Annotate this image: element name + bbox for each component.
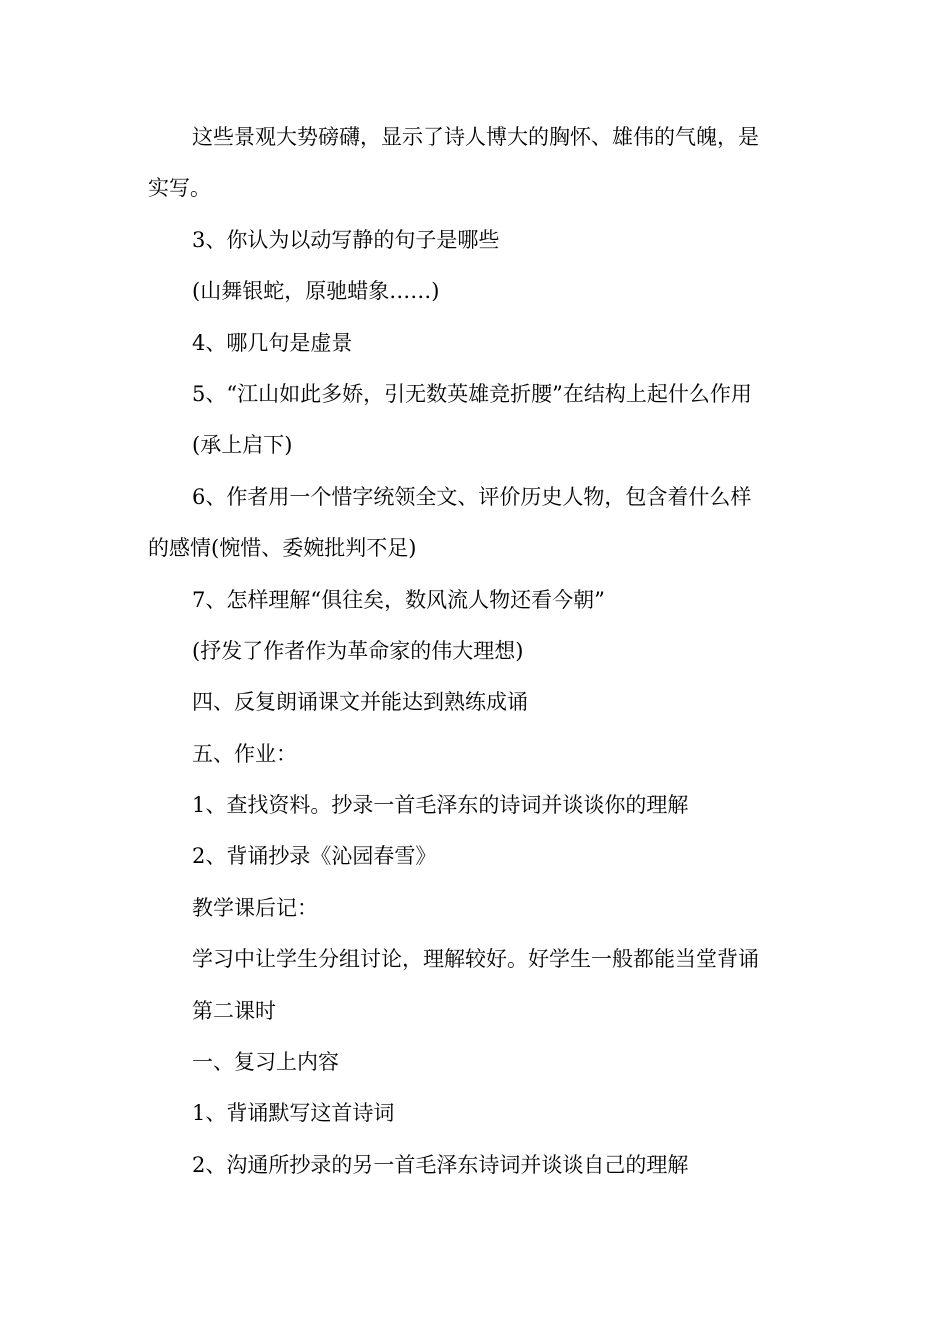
section-heading-line: 五、作业： [192,741,297,766]
paragraph-line: 7、怎样理解“俱往矣，数风流人物还看今朝” [192,587,605,612]
paragraph-line: (抒发了作者作为革命家的伟大理想) [192,638,524,663]
paragraph-line: 1、背诵默写这首诗词 [192,1101,395,1126]
paragraph-line: 5、“江山如此多娇，引无数英雄竞折腰”在结构上起什么作用 [192,381,752,406]
document-body [148,116,808,1195]
paragraph-line: 实写。 [148,176,211,201]
paragraph-line: 学习中让学生分组讨论，理解较好。好学生一般都能当堂背诵 [192,947,759,972]
paragraph-line: 的感情(惋惜、委婉批判不足) [148,536,417,561]
paragraph-line: 3、你认为以动写静的句子是哪些 [192,227,500,252]
section-heading-line: 一、复习上内容 [192,1050,339,1075]
paragraph-line: 2、背诵抄录《沁园春雪》 [192,844,437,869]
section-heading-line: 四、反复朗诵课文并能达到熟练成诵 [192,690,528,715]
section-heading-line: 教学课后记： [192,895,318,920]
paragraph-line: 4、哪几句是虚景 [192,330,353,355]
paragraph-line: 6、作者用一个惜字统领全文、评价历史人物，包含着什么样 [192,484,752,509]
paragraph-line: (承上启下) [192,433,293,458]
paragraph-line: 1、查找资料。抄录一首毛泽东的诗词并谈谈你的理解 [192,793,689,818]
paragraph-line: (山舞银蛇，原驰蜡象……) [192,279,440,304]
paragraph-line: 这些景观大势磅礴，显示了诗人博大的胸怀、雄伟的气魄，是 [192,125,759,149]
paragraph-line: 2、沟通所抄录的另一首毛泽东诗词并谈谈自己的理解 [192,1152,689,1177]
section-heading-line: 第二课时 [192,998,276,1023]
